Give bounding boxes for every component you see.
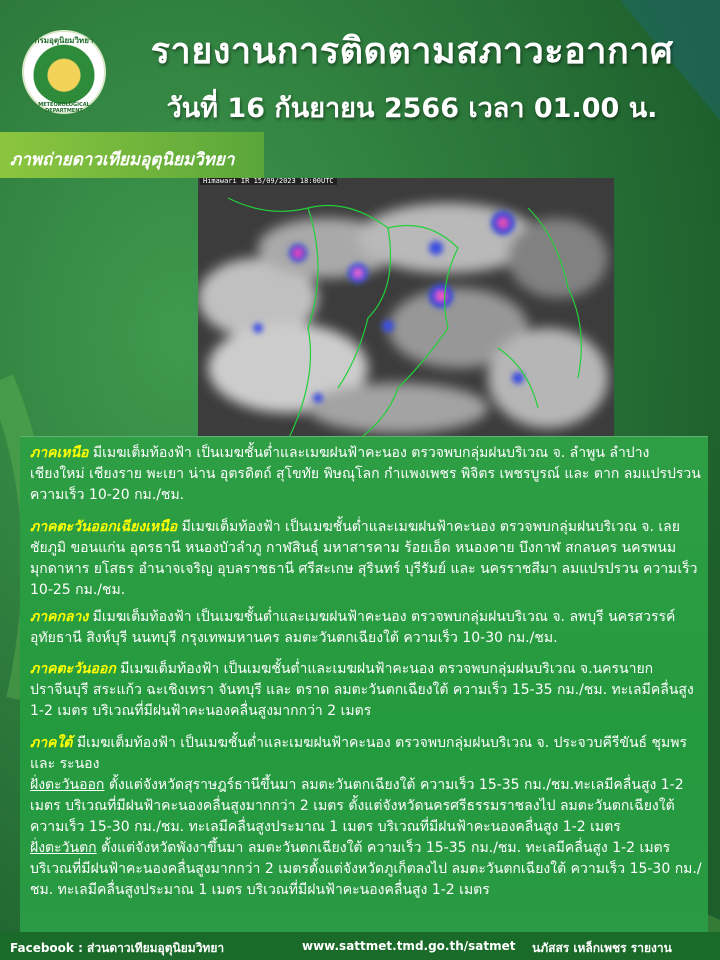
region-northeast <box>30 517 702 601</box>
region-central <box>30 607 702 649</box>
region-name: ภาคตะวันออก <box>30 661 116 677</box>
south-west-coast-label: ฝั่งตะวันตก <box>30 840 97 856</box>
report-date: วันที่ 16 กันยายน 2566 เวลา 01.00 น. <box>166 93 658 124</box>
weather-report-panel <box>20 436 708 933</box>
website-link[interactable]: www.sattmet.tmd.go.th/satmet <box>302 939 516 953</box>
facebook-link[interactable]: Facebook : ส่วนดาวเทียมอุตุนิยมวิทยา <box>10 941 225 955</box>
satellite-caption: Himawari IR 15/09/2023 18:00UTC <box>200 178 337 185</box>
region-name: ภาคตะวันออกเฉียงเหนือ <box>30 519 178 535</box>
region-text: มีเมฆเต็มท้องฟ้า เป็นเมฆชั้นต่ำและเมฆฝนฟ้าคะนอง ตรวจพบกลุ่มฝนบริเวณ จ. ลำพูน ลำปาง เชียงใหม่ เชียงราย พะเยา น่าน อุตรดิตถ์ สุโขทัย พิษณุโลก กำแพงเพชร พิจิตร เพชรบูรณ์ และ ตาก ลมแปรปรวน ความเร็ว 10-20 กม./ชม. <box>30 445 701 503</box>
section-title: ภาพถ่ายดาวเทียมอุตุนิยมวิทยา <box>10 150 235 170</box>
reporter-name: นภัสสร เหล็กเพชร รายงาน <box>532 941 672 955</box>
region-name: ภาคใต้ <box>30 735 73 751</box>
region-east <box>30 659 702 722</box>
south-west-coast-text: ตั้งแต่จังหวัดพังงาขึ้นมา ลมตะวันตกเฉียงใต้ ความเร็ว 15-35 กม./ชม. ทะเลมีคลื่นสูง 1-2 เมตร บริเวณที่มีฝนฟ้าคะนองคลื่นสูงมากกว่า 2 เมตรตั้งแต่จังหวัดภูเก็ตลงไป ลมตะวันตกเฉียงใต้ ความเร็ว 15-30 กม./ชม. ทะเลมีคลื่นสูงประมาณ 1 เมตร บริเวณที่มีฝนฟ้าคะนองคลื่นสูง 1-2 เมตร <box>30 840 702 898</box>
region-south <box>30 733 702 901</box>
region-name: ภาคเหนือ <box>30 445 89 461</box>
region-text: มีเมฆเต็มท้องฟ้า เป็นเมฆชั้นต่ำและเมฆฝนฟ้าคะนอง ตรวจพบกลุ่มฝนบริเวณ จ. เลย ชัยภูมิ ขอนแก่น อุดรธานี หนองบัวลำภู กาฬสินธุ์ มหาสารคาม ร้อยเอ็ด หนองคาย บึงกาฬ สกลนคร นครพนม มุกดาหาร ยโสธร อำนาจเจริญ อุบลราชธานี ศรีสะเกษ สุรินทร์ บุรีรัมย์ และ นครราชสีมา ลมแปรปรวน ความเร็ว 10-25 กม./ชม. <box>30 519 698 598</box>
tmd-logo <box>22 30 106 114</box>
report-title: รายงานการติดตามสภาวะอากาศ <box>150 31 674 72</box>
logo-emblem-icon <box>32 40 96 104</box>
south-east-coast-label: ฝั่งตะวันออก <box>30 777 105 793</box>
satellite-map <box>198 178 614 440</box>
region-name: ภาคกลาง <box>30 609 89 625</box>
region-text: มีเมฆเต็มท้องฟ้า เป็นเมฆชั้นต่ำและเมฆฝนฟ้าคะนอง ตรวจพบกลุ่มฝนบริเวณ จ.นครนายก ปราจีนบุรี สระแก้ว ฉะเชิงเทรา จันทบุรี และ ตราด ลมตะวันตกเฉียงใต้ ความเร็ว 15-35 กม./ชม. ทะเลมีคลื่นสูง 1-2 เมตร บริเวณที่มีฝนฟ้าคะนองคลื่นสูงมากกว่า 2 เมตร <box>30 661 694 719</box>
region-north <box>30 443 702 506</box>
south-east-coast-text: ตั้งแต่จังหวัดสุราษฎร์ธานีขึ้นมา ลมตะวันตกเฉียงใต้ ความเร็ว 15-35 กม./ชม.ทะเลมีคลื่นสูง 1-2 เมตร บริเวณที่มีฝนฟ้าคะนองคลื่นสูงมากกว่า 2 เมตร ตั้งแต่จังหวัดนครศรีธรรมราชลงไป ลมตะวันตกเฉียงใต้ ความเร็ว 15-30 กม./ชม. ทะเลมีคลื่นสูงประมาณ 1 เมตร บริเวณที่มีฝนฟ้าคะนองคลื่นสูง 1-2 เมตร <box>30 777 684 835</box>
region-text: มีเมฆเต็มท้องฟ้า เป็นเมฆชั้นต่ำและเมฆฝนฟ้าคะนอง ตรวจพบกลุ่มฝนบริเวณ จ. ลพบุรี นครสวรรค์ อุทัยธานี สิงห์บุรี นนทบุรี กรุงเทพมหานคร ลมตะวันตกเฉียงใต้ ความเร็ว 10-30 กม./ชม. <box>30 609 676 646</box>
logo-text-bottom: METEOROLOGICAL DEPARTMENT <box>38 102 90 114</box>
logo-text-top: กรมอุตุนิยมวิทยา <box>34 36 94 45</box>
satellite-image <box>198 178 614 440</box>
region-text: มีเมฆเต็มท้องฟ้า เป็นเมฆชั้นต่ำและเมฆฝนฟ้าคะนอง ตรวจพบกลุ่มฝนบริเวณ จ. ประจวบคีรีขันธ์ ชุมพร และ ระนอง <box>30 735 687 772</box>
